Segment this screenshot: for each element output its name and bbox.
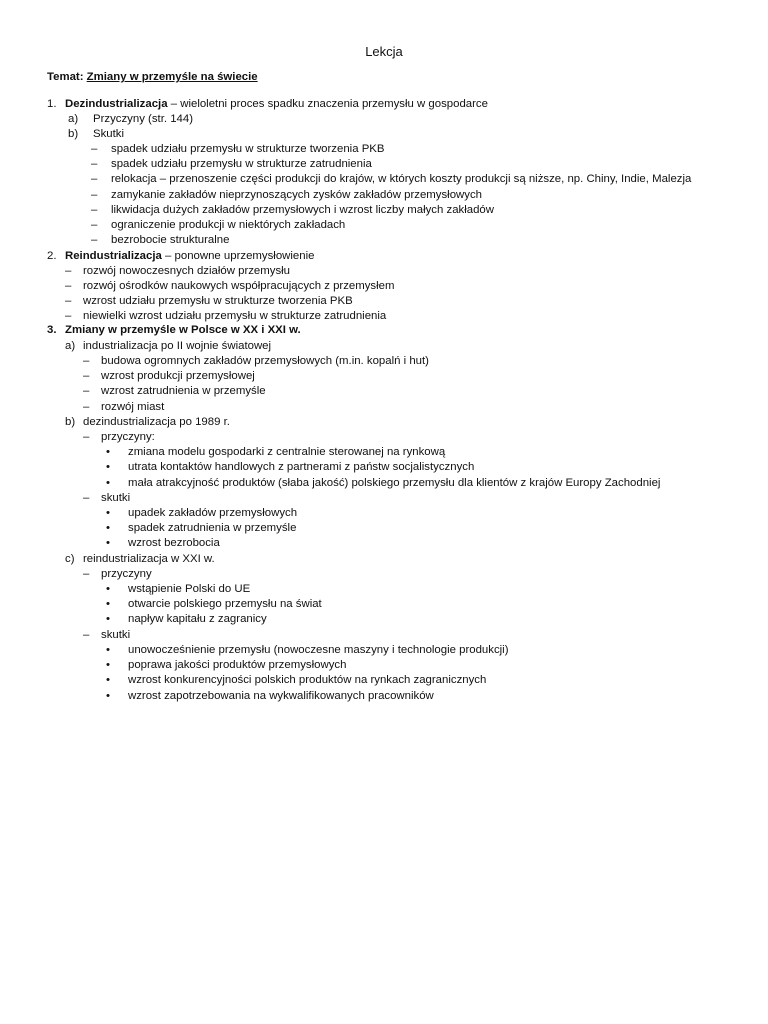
list-item: rozwój miast [101,401,165,413]
section-3-number: 3. [47,324,57,336]
dash-marker: – [91,219,98,231]
section-3a-text: industrializacja po II wojnie światowej [83,340,272,352]
section-1-definition: – wieloletni proces spadku znaczenia przemysłu w gospodarce [167,98,488,110]
bullet-marker: • [106,674,110,686]
list-item: wstąpienie Polski do UE [128,583,251,595]
dash-marker: – [65,295,72,307]
bullet-marker: • [106,522,110,534]
list-item: zmiana modelu gospodarki z centralnie sterowanej na rynkową [128,446,446,458]
bullet-marker: • [106,583,110,595]
dash-marker: – [83,431,90,443]
effects-label: skutki [101,492,131,504]
section-3c-marker: c) [65,553,75,565]
list-item: spadek zatrudnienia w przemyśle [128,522,297,534]
topic-label: Temat: [47,71,84,83]
list-item: spadek udziału przemysłu w strukturze tworzenia PKB [111,143,385,155]
list-item: bezrobocie strukturalne [111,234,230,246]
dash-marker: – [65,280,72,292]
list-item: zamykanie zakładów nieprzynoszących zysków zakładów przemysłowych [111,189,482,201]
list-item: budowa ogromnych zakładów przemysłowych (m.in. kopalń i hut) [101,355,429,367]
list-item: likwidacja dużych zakładów przemysłowych i wzrost liczby małych zakładów [111,204,494,216]
dash-marker: – [65,265,72,277]
causes-label: przyczyny [101,568,152,580]
bullet-marker: • [106,690,110,702]
bullet-marker: • [106,537,110,549]
list-item: mała atrakcyjność produktów (słaba jakość) polskiego przemysłu dla klientów z krajów Europy Zachodniej [128,477,661,489]
list-item: unowocześnienie przemysłu (nowoczesne maszyny i technologie produkcji) [128,644,509,656]
dash-marker: – [91,234,98,246]
section-3b-marker: b) [65,416,76,428]
bullet-marker: • [106,446,110,458]
bullet-marker: • [106,507,110,519]
dash-marker: – [83,401,90,413]
list-item: poprawa jakości produktów przemysłowych [128,659,347,671]
bullet-marker: • [106,613,110,625]
section-1b-text: Skutki [93,128,125,140]
list-item: ograniczenie produkcji w niektórych zakładach [111,219,346,231]
bullet-marker: • [106,461,110,473]
section-3-heading: Zmiany w przemyśle w Polsce w XX i XXI w. [65,324,301,336]
section-2-definition: – ponowne uprzemysłowienie [161,250,315,262]
list-item: wzrost bezrobocia [128,537,220,549]
causes-label: przyczyny: [101,431,155,443]
dash-marker: – [65,310,72,322]
section-2-heading [65,249,314,264]
bullet-marker: • [106,477,110,489]
list-item: utrata kontaktów handlowych z partnerami z państw socjalistycznych [128,461,475,473]
list-item: wzrost produkcji przemysłowej [101,370,255,382]
bullet-marker: • [106,659,110,671]
topic-line [47,70,258,85]
dash-marker: – [83,355,90,367]
section-1-number: 1. [47,98,57,110]
list-item: napływ kapitału z zagranicy [128,613,267,625]
effects-label: skutki [101,629,131,641]
dash-marker: – [83,492,90,504]
section-3a-marker: a) [65,340,76,352]
list-item: upadek zakładów przemysłowych [128,507,298,519]
list-item: wzrost zapotrzebowania na wykwalifikowanych pracowników [128,690,434,702]
dash-marker: – [91,143,98,155]
list-item: wzrost udziału przemysłu w strukturze tworzenia PKB [83,295,353,307]
dash-marker: – [91,173,98,185]
dash-marker: – [91,189,98,201]
dash-marker: – [83,568,90,580]
section-1b-marker: b) [68,128,79,140]
bullet-marker: • [106,598,110,610]
section-1a-text: Przyczyny (str. 144) [93,113,194,125]
section-2-term: Reindustrializacja [65,250,162,262]
dash-marker: – [83,385,90,397]
section-3b-text: dezindustrializacja po 1989 r. [83,416,230,428]
dash-marker: – [83,629,90,641]
list-item: niewielki wzrost udziału przemysłu w strukturze zatrudnienia [83,310,387,322]
list-item: wzrost konkurencyjności polskich produktów na rynkach zagranicznych [128,674,487,686]
list-item: rozwój nowoczesnych działów przemysłu [83,265,291,277]
bullet-marker: • [106,644,110,656]
section-1a-marker: a) [68,113,79,125]
topic-text: Zmiany w przemyśle na świecie [86,71,258,83]
section-1-term: Dezindustrializacja [65,98,168,110]
dash-marker: – [91,158,98,170]
section-2-number: 2. [47,250,57,262]
section-1-heading [65,97,488,112]
section-3c-text: reindustrializacja w XXI w. [83,553,215,565]
page-title: Lekcja [365,44,403,59]
list-item: rozwój ośrodków naukowych współpracujących z przemysłem [83,280,395,292]
list-item: spadek udziału przemysłu w strukturze zatrudnienia [111,158,372,170]
list-item: otwarcie polskiego przemysłu na świat [128,598,322,610]
dash-marker: – [83,370,90,382]
list-item: wzrost zatrudnienia w przemyśle [101,385,266,397]
list-item: relokacja – przenoszenie części produkcji do krajów, w których koszty produkcji są niższe, np. Chiny, Indie, Malezja [111,173,692,185]
dash-marker: – [91,204,98,216]
